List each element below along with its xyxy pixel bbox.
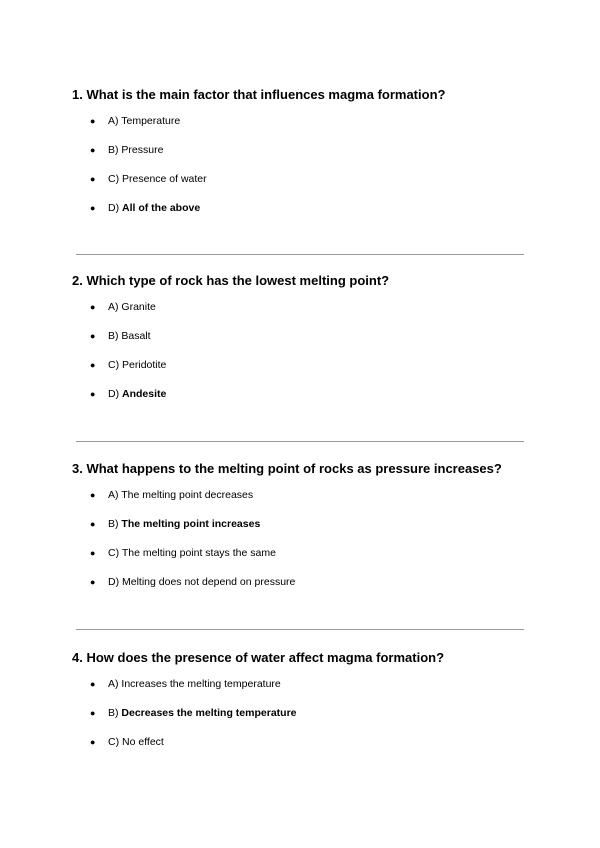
question-1 <box>72 87 532 231</box>
option-c <box>72 173 532 186</box>
bullet-icon: ● <box>90 548 96 558</box>
question-title: 3. What happens to the melting point of rocks as pressure increases? <box>72 461 502 476</box>
option-text: Increases the melting temperature <box>121 678 281 690</box>
options-list <box>72 115 532 215</box>
bullet-icon: ● <box>90 577 96 587</box>
bullet-icon: ● <box>90 145 96 155</box>
option-c <box>72 359 532 372</box>
option-a <box>72 301 532 314</box>
option-c <box>72 736 532 749</box>
question-2 <box>72 273 532 417</box>
option-b <box>72 707 532 720</box>
bullet-icon: ● <box>90 708 96 718</box>
option-prefix: A) <box>108 115 119 127</box>
bullet-icon: ● <box>90 302 96 312</box>
option-text: Peridotite <box>122 359 167 371</box>
option-b <box>72 518 532 531</box>
option-text: Melting does not depend on pressure <box>122 576 296 588</box>
bullet-icon: ● <box>90 679 96 689</box>
question-title: 1. What is the main factor that influences magma formation? <box>72 87 446 102</box>
option-prefix: B) <box>108 330 119 342</box>
option-a <box>72 678 532 691</box>
section-divider <box>76 441 524 442</box>
question-title: 4. How does the presence of water affect magma formation? <box>72 650 445 665</box>
option-text: Temperature <box>121 115 181 127</box>
option-text: No effect <box>122 736 164 748</box>
question-4 <box>72 650 532 765</box>
bullet-icon: ● <box>90 116 96 126</box>
option-text: Pressure <box>121 144 164 156</box>
option-a <box>72 489 532 502</box>
option-prefix: B) <box>108 144 119 156</box>
option-prefix: C) <box>108 359 120 371</box>
bullet-icon: ● <box>90 490 96 500</box>
section-divider <box>76 254 524 255</box>
options-list <box>72 301 532 401</box>
correct-answer-text: The melting point increases <box>121 518 261 530</box>
option-prefix: D) <box>108 388 120 400</box>
option-d <box>72 576 532 589</box>
option-prefix: C) <box>108 547 120 559</box>
option-text: Granite <box>121 301 156 313</box>
option-prefix: C) <box>108 173 120 185</box>
option-b <box>72 144 532 157</box>
option-prefix: C) <box>108 736 120 748</box>
options-list <box>72 678 532 749</box>
option-text: Presence of water <box>122 173 207 185</box>
bullet-icon: ● <box>90 389 96 399</box>
option-prefix: B) <box>108 518 119 530</box>
bullet-icon: ● <box>90 203 96 213</box>
option-text: Basalt <box>121 330 151 342</box>
bullet-icon: ● <box>90 737 96 747</box>
bullet-icon: ● <box>90 519 96 529</box>
correct-answer-text: Andesite <box>122 388 167 400</box>
correct-answer-text: Decreases the melting temperature <box>121 707 297 719</box>
option-b <box>72 330 532 343</box>
bullet-icon: ● <box>90 360 96 370</box>
option-text: The melting point stays the same <box>121 547 276 559</box>
option-d <box>72 388 532 401</box>
option-a <box>72 115 532 128</box>
option-prefix: A) <box>108 301 119 313</box>
option-prefix: A) <box>108 678 119 690</box>
section-divider <box>76 629 524 630</box>
option-text: The melting point decreases <box>121 489 254 501</box>
correct-answer-text: All of the above <box>122 202 201 214</box>
option-d <box>72 202 532 215</box>
option-prefix: A) <box>108 489 119 501</box>
option-prefix: D) <box>108 576 120 588</box>
option-prefix: B) <box>108 707 119 719</box>
question-title: 2. Which type of rock has the lowest melting point? <box>72 273 390 288</box>
options-list <box>72 489 532 589</box>
bullet-icon: ● <box>90 174 96 184</box>
question-3 <box>72 461 532 605</box>
bullet-icon: ● <box>90 331 96 341</box>
option-prefix: D) <box>108 202 120 214</box>
option-c <box>72 547 532 560</box>
